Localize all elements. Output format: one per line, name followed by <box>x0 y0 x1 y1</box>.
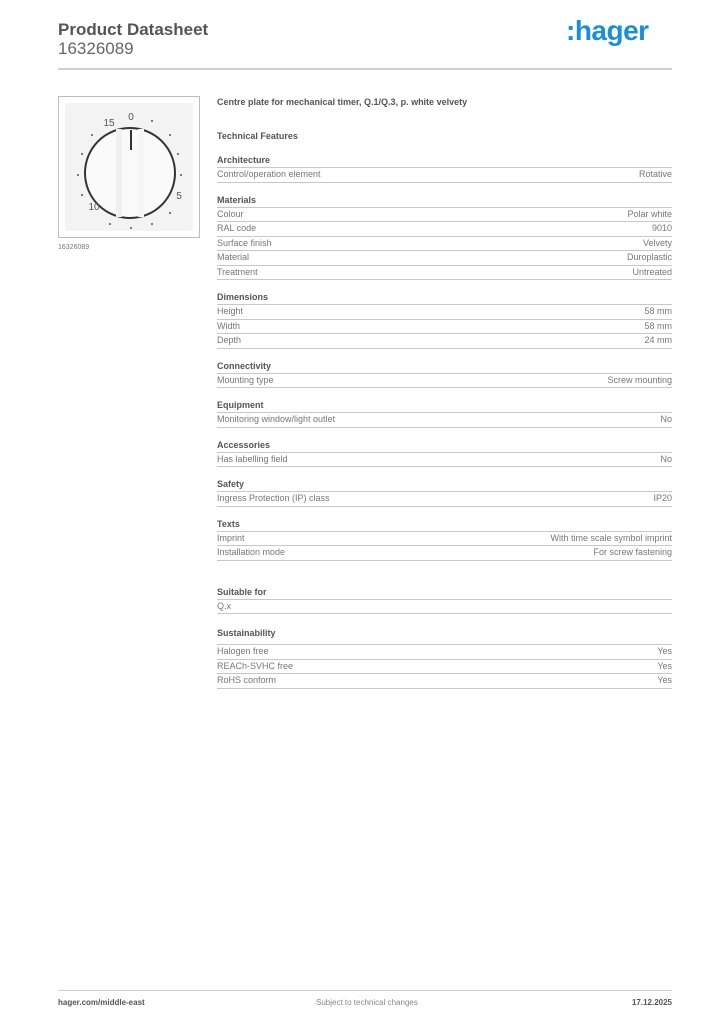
spec-label: Height <box>217 306 244 316</box>
spec-row <box>217 660 672 675</box>
section-dimensions <box>217 291 672 349</box>
footer-notice: Subject to technical changes <box>316 998 418 1007</box>
timer-dial-icon <box>59 97 199 237</box>
document-number: 16326089 <box>58 39 134 58</box>
spec-value: 9010 <box>651 223 672 233</box>
spec-row <box>217 532 672 547</box>
spec-label: Control/operation element <box>217 169 321 179</box>
spec-row <box>217 266 672 281</box>
section-title: Texts <box>217 518 672 532</box>
svg-text:15: 15 <box>103 118 115 129</box>
spec-value: 24 mm <box>644 335 672 345</box>
spec-label: Has labelling field <box>217 453 288 464</box>
spec-label: Surface finish <box>217 237 272 248</box>
spec-label: Material <box>217 252 250 262</box>
footer-date: 17.12.2025 <box>631 998 672 1007</box>
section-accessories <box>217 439 672 468</box>
page-title: Product Datasheet <box>58 20 209 39</box>
section-title: Sustainability <box>217 627 672 645</box>
spec-row <box>217 374 672 389</box>
section-title: Equipment <box>217 399 672 413</box>
spec-label: Treatment <box>217 266 258 277</box>
spec-value: Duroplastic <box>626 252 672 262</box>
section-equipment <box>217 399 672 428</box>
spec-row <box>217 222 672 237</box>
product-description: Centre plate for mechanical timer, Q.1/Q.3, p. white velvety <box>217 97 468 107</box>
spec-label: Depth <box>217 335 242 345</box>
spec-row <box>217 645 672 660</box>
spec-row <box>217 237 672 252</box>
spec-value: No <box>660 414 672 424</box>
footer-divider <box>58 990 672 991</box>
header-divider <box>58 68 672 70</box>
spec-value: Untreated <box>632 266 672 277</box>
spec-row <box>217 334 672 349</box>
spec-row <box>217 168 672 183</box>
spec-row <box>217 413 672 428</box>
section-texts <box>217 518 672 561</box>
technical-features-heading: Technical Features <box>217 131 298 141</box>
spec-label: Ingress Protection (IP) class <box>217 493 330 503</box>
spec-row <box>217 674 672 689</box>
spec-value: Screw mounting <box>607 374 672 385</box>
svg-text:5: 5 <box>176 191 182 202</box>
spec-content <box>217 96 672 689</box>
spec-value: Polar white <box>627 208 672 219</box>
product-image <box>58 96 200 238</box>
spec-value: 58 mm <box>644 320 672 331</box>
svg-text:0: 0 <box>128 112 134 123</box>
section-title: Architecture <box>217 154 672 168</box>
spec-row <box>217 453 672 468</box>
spec-label: Colour <box>217 208 244 219</box>
spec-label: RAL code <box>217 223 257 233</box>
spec-row <box>217 546 672 561</box>
spec-row <box>217 492 672 507</box>
spec-row <box>217 320 672 335</box>
section-architecture <box>217 154 672 183</box>
spec-value: Yes <box>657 660 672 671</box>
section-sustainability <box>217 627 672 689</box>
spec-label: RoHS conform <box>217 675 277 685</box>
spec-value: For screw fastening <box>593 547 672 557</box>
spec-value: Yes <box>657 675 672 685</box>
spec-row <box>217 208 672 223</box>
hager-logo: :hager <box>566 15 649 46</box>
spec-label: Mounting type <box>217 374 274 385</box>
spec-label: Installation mode <box>217 547 286 557</box>
section-safety <box>217 478 672 507</box>
spec-label: Halogen free <box>217 646 269 656</box>
spec-value: No <box>660 453 672 464</box>
section-title: Safety <box>217 478 672 492</box>
spec-value: Rotative <box>638 169 672 179</box>
section-title: Accessories <box>217 439 672 453</box>
section-title: Materials <box>217 194 672 208</box>
spec-value: 58 mm <box>644 306 672 316</box>
svg-text:10: 10 <box>88 202 100 213</box>
spec-row <box>217 305 672 320</box>
spec-label: Q.x <box>217 600 232 611</box>
section-materials <box>217 194 672 281</box>
section-suitable-for <box>217 586 672 615</box>
spec-row <box>217 251 672 266</box>
section-title: Suitable for <box>217 586 672 600</box>
footer-website-link[interactable]: hager.com/middle-east <box>58 998 145 1007</box>
section-connectivity <box>217 360 672 389</box>
spec-value: IP20 <box>653 493 672 503</box>
section-title: Dimensions <box>217 291 672 305</box>
spec-value: Velvety <box>642 237 672 248</box>
image-caption: 16326089 <box>58 244 90 251</box>
spec-label: Width <box>217 320 241 331</box>
spec-label: REACh-SVHC free <box>217 660 294 671</box>
spec-label: Imprint <box>217 532 245 543</box>
section-title: Connectivity <box>217 360 672 374</box>
spec-label: Monitoring window/light outlet <box>217 414 336 424</box>
spec-row <box>217 600 672 615</box>
spec-value: With time scale symbol imprint <box>550 532 672 543</box>
spec-value: Yes <box>657 646 672 656</box>
